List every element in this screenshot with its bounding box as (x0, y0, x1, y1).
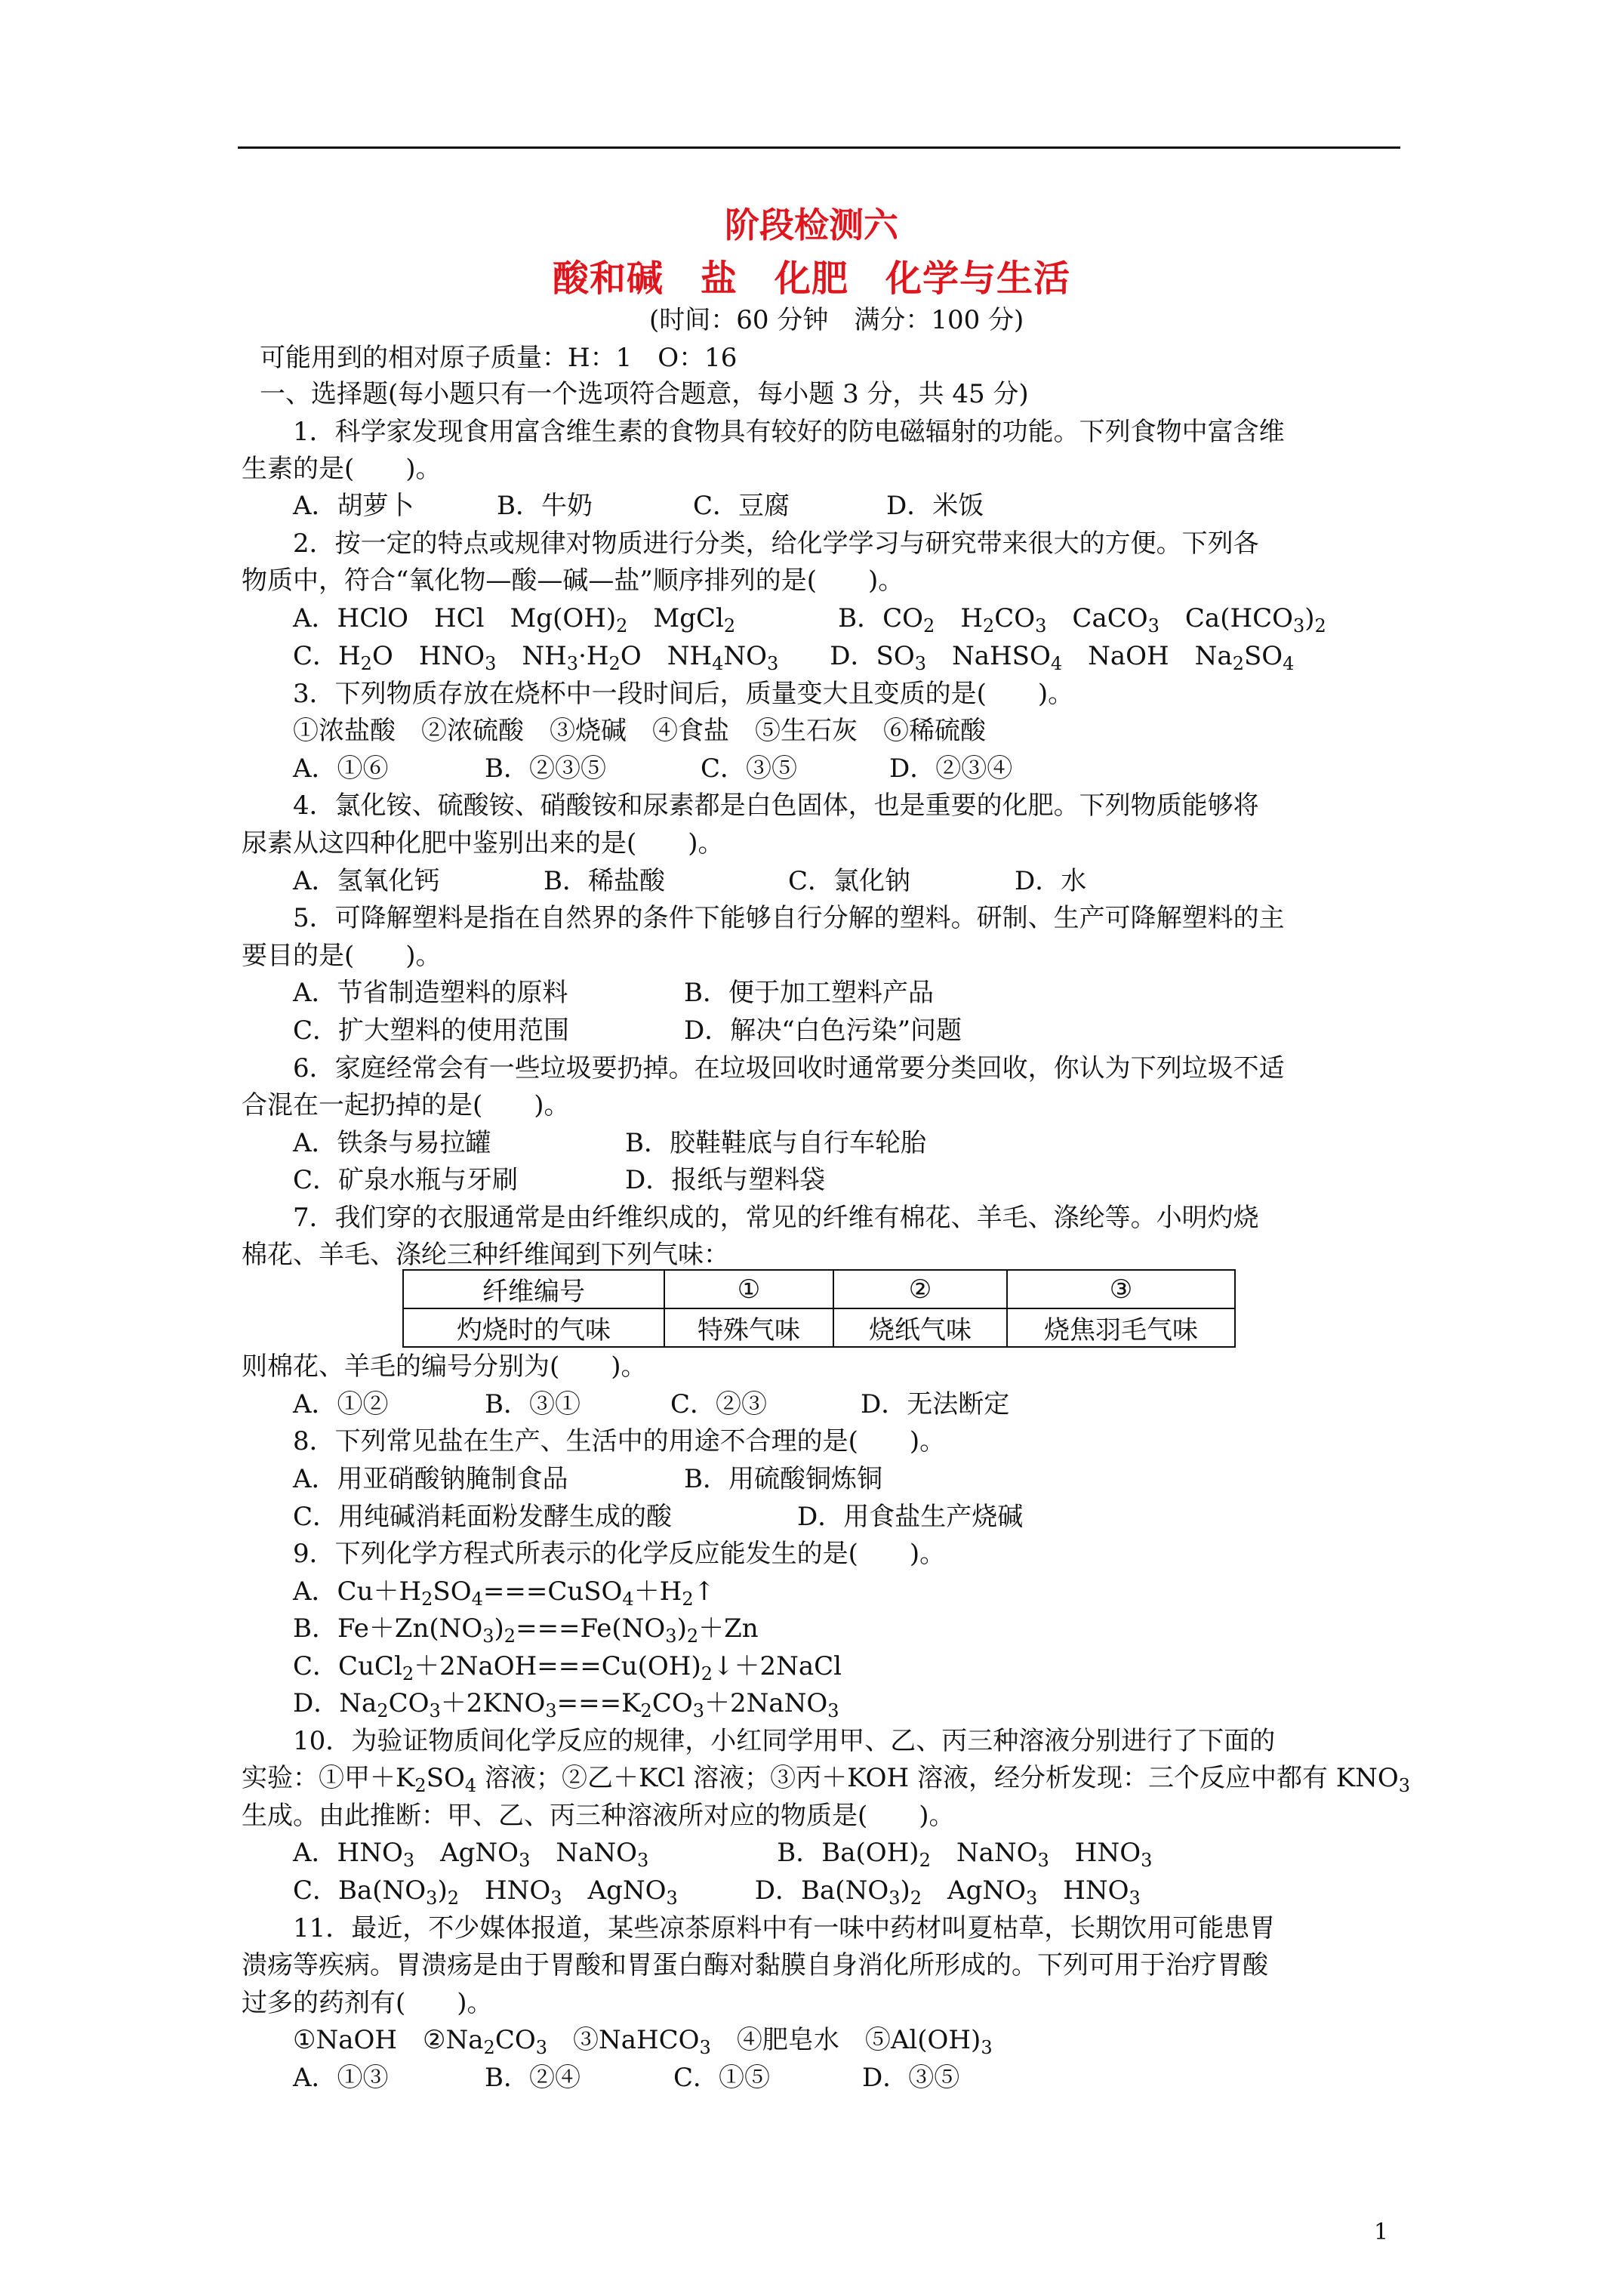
q10-options-cd: C．$Ba(NO_3)_2$ $HNO_3$ AgNO$_3$ D．$Ba(NO_3)_2$ AgNO$_3$ $HNO_3$ (293, 1875, 1141, 1909)
q1-stem-1: 1．科学家发现食用富含维生素的食物具有较好的防电磁辐射的功能。下列食物中富含维 (293, 417, 1285, 447)
q4-option-b: B．稀盐酸 (544, 866, 665, 896)
q4-stem-2: 尿素从这四种化肥中鉴别出来的是( )。 (242, 828, 724, 858)
q3-option-b: B．②③⑤ (485, 754, 606, 784)
q2-stem-1: 2．按一定的特点或规律对物质进行分类，给化学学习与研究带来很大的方便。下列各 (293, 529, 1259, 559)
table-row (403, 1270, 1235, 1308)
time-limit: (时间：60 分钟 满分：100 分) (649, 305, 1024, 335)
q4-option-d: D．水 (1015, 866, 1087, 896)
q11-option-b: B．②④ (485, 2063, 581, 2093)
q11-stem-1: 11．最近，不少媒体报道，某些凉茶原料中有一味中药材叫夏枯草，长期饮用可能患胃 (293, 1913, 1276, 1943)
q9-option-c: C．$CuCl_2+2NaOH===Cu(OH)_2↓+2NaCl$ (293, 1651, 842, 1684)
q2-stem-2: 物质中，符合“氧化物—酸—碱—盐”顺序排列的是( )。 (242, 566, 904, 596)
table-cell: ② (833, 1270, 1007, 1308)
q8-stem: 8．下列常见盐在生产、生活中的用途不合理的是( )。 (293, 1426, 946, 1456)
q8-option-a: A．用亚硝酸钠腌制食品 (293, 1464, 568, 1494)
atomic-masses: 可能用到的相对原子质量：H：1 O：16 (260, 343, 738, 373)
q11-stem-3: 过多的药剂有( )。 (242, 1988, 493, 2018)
q8-options-cd (293, 1500, 1023, 1533)
q6-option-c: C．矿泉水瓶与牙刷 (293, 1165, 519, 1195)
q4-options (293, 864, 1086, 898)
q5-option-a: A．节省制造塑料的原料 (293, 978, 568, 1008)
q11-option-d: D．③⑤ (862, 2063, 960, 2093)
q1-options (293, 489, 984, 522)
q6-stem-2: 合混在一起扔掉的是( )。 (242, 1090, 570, 1120)
q6-options-cd (293, 1163, 825, 1197)
table-row (403, 1308, 1235, 1347)
q9-stem: 9．下列化学方程式所表示的化学反应能发生的是( )。 (293, 1539, 946, 1569)
q6-option-b: B．胶鞋鞋底与自行车轮胎 (625, 1128, 926, 1158)
q11-option-c: C．①⑤ (673, 2063, 771, 2093)
q3-options (293, 752, 1012, 785)
page-subtitle: 酸和碱 盐 化肥 化学与生活 (552, 257, 1070, 300)
q7-options (293, 1388, 1009, 1421)
q11-options (293, 2061, 959, 2094)
q7-option-c: C．②③ (670, 1389, 768, 1419)
q7-option-b: B．③① (485, 1389, 581, 1419)
q5-options-ab (293, 976, 934, 1009)
q7-option-d: D．无法断定 (861, 1389, 1010, 1419)
q7-option-a: A．①② (293, 1389, 389, 1419)
q9-option-a: A．$Cu+H_2SO_4===CuSO_4+H_2↑$ (293, 1576, 716, 1610)
q3-stem: 3．下列物质存放在烧杯中一段时间后，质量变大且变质的是( )。 (293, 679, 1074, 709)
q3-items: ①浓盐酸 ②浓硫酸 ③烧碱 ④食盐 ⑤生石灰 ⑥稀硫酸 (293, 716, 986, 746)
table-cell: 烧纸气味 (833, 1308, 1007, 1347)
q8-option-d: D．用食盐生产烧碱 (797, 1502, 1024, 1532)
q8-options-ab (293, 1462, 882, 1496)
q9-option-d: D．$Na_2CO_3+2KNO_3===K_2CO_3+2NaNO_3$ (293, 1688, 839, 1721)
q6-option-a: A．铁条与易拉罐 (293, 1128, 491, 1158)
q10-options-ab: A．$HNO_3$ AgNO$_3$ NaNO$_3$ B．$Ba(OH)_2$ NaNO$_3$ $HNO_3$ (293, 1838, 1153, 1871)
q1-option-a: A．胡萝卜 (293, 491, 414, 521)
q2-options-cd: C．$H_2O$ $HNO_3$ $NH_3\cdot H_2O$ $NH_4NO_3$ D．$SO_3$ NaHSO$_4$ NaOH $Na_2SO_4$ (293, 641, 1295, 674)
q3-option-a: A．①⑥ (293, 754, 389, 784)
q11-option-a: A．①③ (293, 2063, 389, 2093)
table-cell: 特殊气味 (664, 1308, 833, 1347)
q5-option-b: B．便于加工塑料产品 (684, 978, 934, 1008)
q5-option-d: D．解决“白色污染”问题 (684, 1015, 962, 1046)
header-rule (238, 146, 1400, 149)
q7-stem-1: 7．我们穿的衣服通常是由纤维织成的，常见的纤维有棉花、羊毛、涤纶等。小明灼烧 (293, 1203, 1259, 1233)
q5-options-cd (293, 1014, 962, 1047)
table-cell: ③ (1007, 1270, 1235, 1308)
q1-stem-2: 生素的是( )。 (242, 454, 442, 484)
q11-stem-2: 溃疡等疾病。胃溃疡是由于胃酸和胃蛋白酶对黏膜自身消化所形成的。下列可用于治疗胃酸 (242, 1950, 1268, 1980)
page-title: 阶段检测六 (725, 205, 898, 245)
q5-stem-1: 5．可降解塑料是指在自然界的条件下能够自行分解的塑料。研制、生产可降解塑料的主 (293, 903, 1285, 933)
q9-option-b: B．$Fe+Zn(NO_3)_2===Fe(NO_3)_2+Zn$ (293, 1613, 759, 1647)
q5-stem-2: 要目的是( )。 (242, 941, 442, 971)
q10-stem-1: 10．为验证物质间化学反应的规律，小红同学用甲、乙、丙三种溶液分别进行了下面的 (293, 1726, 1276, 1756)
section-heading: 一、选择题(每小题只有一个选项符合题意，每小题 3 分，共 45 分) (260, 379, 1029, 409)
q8-option-b: B．用硫酸铜炼铜 (684, 1464, 882, 1494)
q1-option-b: B．牛奶 (497, 491, 593, 521)
table-cell: 烧焦羽毛气味 (1007, 1308, 1235, 1347)
q10-stem-2: 实验：①甲$+K_2SO_4$ 溶液；②乙＋KCl 溶液；③丙＋KOH 溶液，经分析发现：三个反应中都有 $KNO_3$ (242, 1763, 1411, 1796)
q11-items: ①NaOH $②Na_2CO_3$ ③NaHCO$_3$ ④肥皂水 $⑤Al(OH)_3$ (293, 2025, 993, 2058)
q5-option-c: C．扩大塑料的使用范围 (293, 1015, 570, 1046)
q4-stem-1: 4．氯化铵、硫酸铵、硝酸铵和尿素都是白色固体，也是重要的化肥。下列物质能够将 (293, 791, 1259, 821)
q3-option-d: D．②③④ (889, 754, 1013, 784)
q4-option-a: A．氢氧化钙 (293, 866, 440, 896)
table-cell: 灼烧时的气味 (403, 1308, 664, 1347)
q4-option-c: C．氯化钠 (788, 866, 911, 896)
table-cell: 纤维编号 (403, 1270, 664, 1308)
table-cell: ① (664, 1270, 833, 1308)
q7-stem-2: 棉花、羊毛、涤纶三种纤维闻到下列气味： (242, 1240, 729, 1270)
page-number: 1 (1374, 2219, 1389, 2245)
q8-option-c: C．用纯碱消耗面粉发酵生成的酸 (293, 1502, 673, 1532)
q1-option-c: C．豆腐 (693, 491, 790, 521)
q10-stem-3: 生成。由此推断：甲、乙、丙三种溶液所对应的物质是( )。 (242, 1801, 955, 1831)
q6-option-d: D．报纸与塑料袋 (625, 1165, 826, 1195)
fiber-table (402, 1269, 1236, 1348)
q7-stem-3: 则棉花、羊毛的编号分别为( )。 (242, 1351, 647, 1382)
q1-option-d: D．米饭 (886, 491, 984, 521)
q6-stem-1: 6．家庭经常会有一些垃圾要扔掉。在垃圾回收时通常要分类回收，你认为下列垃圾不适 (293, 1053, 1285, 1083)
q6-options-ab (293, 1126, 926, 1160)
q2-options-ab: A．HClO HCl $Mg(OH)_2$ MgCl$_2$ B．$CO_2$ $H_2CO_3$ CaCO$_3$ $Ca(HCO_3)_2$ (293, 603, 1326, 636)
q3-option-c: C．③⑤ (701, 754, 798, 784)
